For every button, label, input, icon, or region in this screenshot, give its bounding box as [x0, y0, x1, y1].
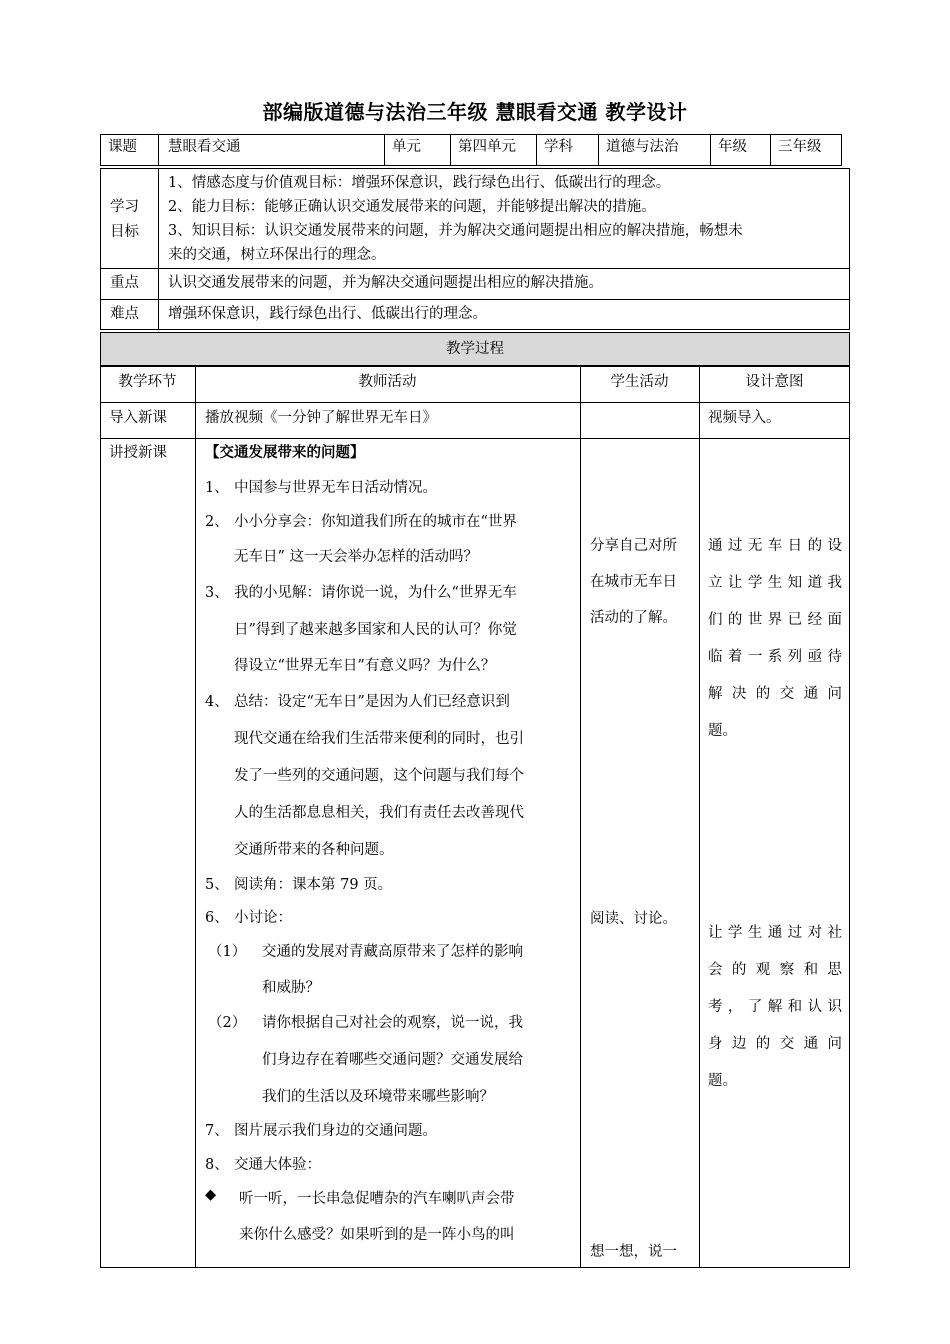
list-item: 交通的发展对青藏高原带来了怎样的影响 — [262, 944, 523, 960]
student-activity-text: 活动的了解。 — [590, 610, 677, 626]
column-header: 教学环节 — [118, 374, 177, 390]
list-item: 人的生活都息息相关，我们有责任去改善现代 — [234, 805, 524, 821]
goal-line: 3、知识目标：认识交通发展带来的问题，并为解决交通问题提出相应的解决措施，畅想未 — [168, 223, 743, 239]
design-intent-text: 会的观察和思 — [708, 962, 842, 978]
label-topic: 课题 — [108, 139, 137, 155]
stage-intro: 导入新课 — [109, 410, 167, 426]
key-point-text: 认识交通发展带来的问题，并为解决交通问题提出相应的解决措施。 — [168, 275, 603, 291]
list-item: 请你根据自己对社会的观察，说一说，我 — [262, 1015, 523, 1031]
divider — [598, 134, 599, 166]
divider — [770, 134, 771, 166]
divider — [195, 366, 196, 1268]
student-activity-text: 分享自己对所 — [590, 538, 677, 554]
list-item: 们身边存在着哪些交通问题？交通发展给 — [262, 1052, 523, 1068]
list-number: 6、 — [205, 910, 229, 926]
label-goals-2: 目标 — [110, 224, 139, 240]
column-header: 设计意图 — [745, 374, 804, 390]
list-item: 阅读角：课本第 79 页。 — [234, 877, 393, 893]
list-number: 4、 — [205, 694, 229, 710]
list-number: 8、 — [205, 1157, 229, 1173]
divider — [384, 134, 385, 166]
list-item: 来你什么感受？如果听到的是一阵小鸟的叫 — [239, 1227, 515, 1243]
list-number: 1、 — [205, 480, 229, 496]
bullet-icon: ◆ — [205, 1187, 217, 1203]
divider — [100, 268, 850, 269]
list-item: 交通所带来的各种问题。 — [234, 842, 394, 858]
column-header: 教师活动 — [358, 374, 417, 390]
list-item: 我的小见解：请你说一说，为什么“世界无车 — [234, 585, 517, 601]
design-intent-text: 临着一系列亟待 — [708, 649, 842, 665]
column-header: 学生活动 — [610, 374, 669, 390]
divider — [710, 134, 711, 166]
list-item: 我们的生活以及环境带来哪些影响？ — [262, 1089, 494, 1105]
list-item: 得设立“世界无车日”有意义吗？为什么？ — [234, 658, 496, 674]
list-item: 交通大体验： — [234, 1157, 321, 1173]
design-intent-text: 立让学生知道我 — [708, 575, 842, 591]
student-activity-text: 在城市无车日 — [590, 574, 677, 590]
list-item: 中国参与世界无车日活动情况。 — [234, 480, 437, 496]
design-intent-text: 题。 — [708, 723, 737, 739]
list-number: 7、 — [205, 1123, 229, 1139]
student-activity-text: 想一想，说一 — [590, 1244, 677, 1260]
document-title: 部编版道德与法治三年级 慧眼看交通 教学设计 — [262, 100, 688, 124]
design-intent-text: 让学生通过对社 — [708, 925, 842, 941]
teacher-intro: 播放视频《一分钟了解世界无车日》 — [205, 410, 437, 426]
label-unit: 单元 — [392, 139, 421, 155]
design-intent-text: 们的世界已经面 — [708, 612, 842, 628]
list-item: 图片展示我们身边的交通问题。 — [234, 1123, 437, 1139]
goal-line: 2、能力目标：能够正确认识交通发展带来的问题，并能够提出解决的措施。 — [168, 199, 656, 215]
divider — [158, 168, 159, 330]
divider — [100, 299, 850, 300]
design-intent-text: 通过无车日的设 — [708, 538, 842, 554]
design-intent-text: 考，了解和认识 — [708, 999, 842, 1015]
teacher-heading: 【交通发展带来的问题】 — [205, 444, 365, 461]
design-intent-text: 身边的交通问 — [708, 1036, 842, 1052]
list-item: 无车日” 这一天会举办怎样的活动吗？ — [234, 549, 479, 565]
list-number: 3、 — [205, 585, 229, 601]
divider — [100, 402, 850, 403]
list-item: 日”得到了越来越多国家和人民的认可？你觉 — [234, 622, 517, 638]
list-item: 小讨论： — [234, 910, 292, 926]
difficulty-text: 增强环保意识，践行绿色出行、低碳出行的理念。 — [168, 306, 487, 322]
divider — [699, 366, 700, 1268]
list-item: 小小分享会：你知道我们所在的城市在“世界 — [234, 514, 517, 530]
stage-main: 讲授新课 — [109, 445, 167, 461]
list-item: 和威胁？ — [262, 980, 320, 996]
divider — [100, 438, 850, 439]
label-subject: 学科 — [544, 139, 573, 155]
intent-intro: 视频导入。 — [708, 410, 781, 426]
list-item: 发了一些列的交通问题，这个问题与我们每个 — [234, 768, 524, 784]
goal-line: 1、情感态度与价值观目标：增强环保意识，践行绿色出行、低碳出行的理念。 — [168, 175, 671, 191]
value-grade: 三年级 — [778, 139, 822, 155]
value-unit: 第四单元 — [458, 139, 516, 155]
divider — [158, 134, 159, 166]
list-number: （1） — [208, 944, 247, 960]
label-difficulty: 难点 — [110, 306, 139, 322]
design-intent-text: 题。 — [708, 1073, 737, 1089]
divider — [450, 134, 451, 166]
list-item: 听一听，一长串急促嘈杂的汽车喇叭声会带 — [239, 1191, 515, 1207]
goal-line: 来的交通，树立环保出行的理念。 — [168, 247, 386, 263]
label-goals-1: 学习 — [110, 199, 139, 215]
value-subject: 道德与法治 — [606, 139, 679, 155]
list-number: 2、 — [205, 514, 229, 530]
list-number: 5、 — [205, 877, 229, 893]
student-activity-text: 阅读、讨论。 — [590, 911, 677, 927]
label-key-point: 重点 — [110, 275, 139, 291]
label-grade: 年级 — [718, 139, 747, 155]
divider — [536, 134, 537, 166]
list-number: （2） — [208, 1015, 247, 1031]
divider — [580, 366, 581, 1268]
list-item: 现代交通在给我们生活带来便利的同时，也引 — [234, 731, 524, 747]
design-intent-text: 解决的交通问 — [708, 686, 842, 702]
list-item: 总结：设定“无车日”是因为人们已经意识到 — [234, 694, 510, 710]
value-topic: 慧眼看交通 — [168, 139, 241, 155]
process-title: 教学过程 — [446, 341, 504, 357]
